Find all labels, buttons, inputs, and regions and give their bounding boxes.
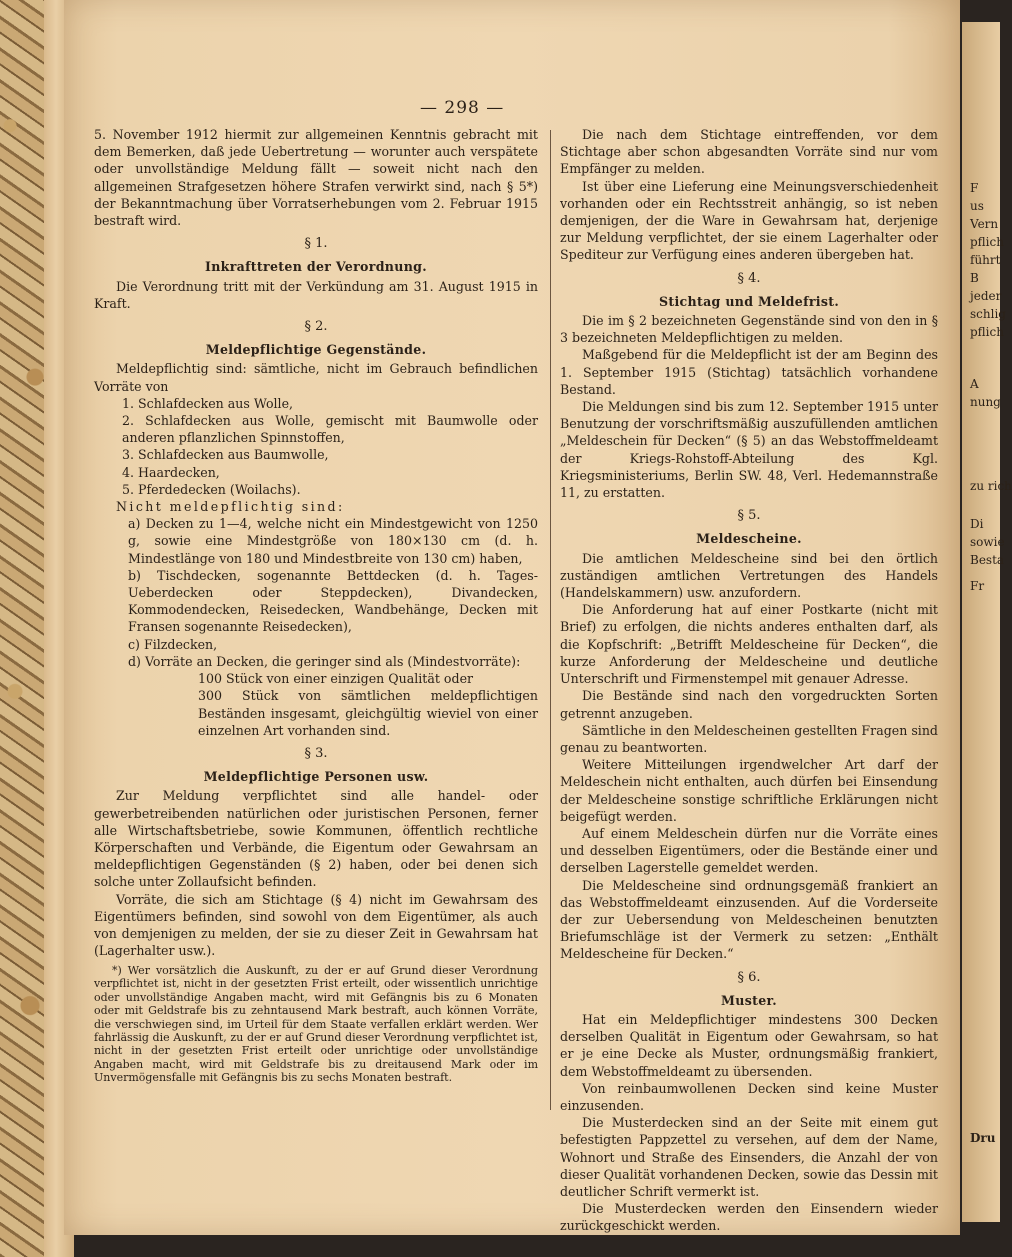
next-page-fragment: A — [970, 377, 979, 391]
list-item: 4. Haardecken, — [122, 464, 220, 480]
next-page-fragment: pflich — [970, 325, 1004, 339]
paragraph: Die Musterdecken sind an der Seite mit einem gut befestigten Pappzettel zu versehen, auf dem der Name, Wohnort und Straße des Einsenders, die Anzahl der von dieser Qualität vorhandenen Decken, sowie das Dessin mit deutlicher Schrift vermerkt ist. — [560, 1115, 938, 1199]
section-3-number: § 3. — [304, 745, 328, 761]
paragraph: Die im § 2 bezeichneten Gegenstände sind von den in § 3 bezeichneten Meldepflichtigen zu melden. — [560, 313, 938, 346]
next-page-fragment: B — [970, 271, 979, 285]
paragraph: Die Musterdecken werden den Einsendern wieder zurückgeschickt werden. — [560, 1201, 938, 1234]
section-1-number: § 1. — [304, 236, 328, 252]
next-page-fragment: sowie — [970, 535, 1005, 549]
section-4-title: Stichtag und Meldefrist. — [658, 293, 840, 309]
footnote-text: *) Wer vorsätzlich die Auskunft, zu der er auf Grund dieser Verordnung verpflichtet ist, nicht in der gesetzten Frist erteilt, oder wissentlich unrichtige oder unvollständige Angaben macht, wird mit Gefängnis bis zu 6 Monaten oder mit Geldstrafe bis zu zehntausend Mark bestraft, auch können Vorräte, die verschwiegen sind, im Urteil für dem Staate verfallen erklärt werden. Wer fahrlässig die Auskunft, zu der er auf Grund dieser Verordnung verpflichtet ist, nicht in der gesetzten Frist erteilt oder unrichtige oder unvollständige Angaben macht, wird mit Geldstrafe bis zu dreitausend Mark oder im Unvermögensfalle mit Gefängnis bis zu sechs Monaten bestraft. — [94, 964, 538, 1085]
paragraph: Die Bestände sind nach den vorgedruckten Sorten getrennt anzugeben. — [560, 688, 938, 721]
section-5-title: Meldescheine. — [696, 531, 802, 547]
paragraph: Auf einem Meldeschein dürfen nur die Vorräte eines und desselben Eigentümers, oder die Bestände einer und derselben Lagerstelle gemeldet werden. — [560, 825, 938, 876]
next-page-fragment: führt — [970, 253, 1001, 267]
next-page-fragment: schlig — [970, 307, 1006, 321]
book-cover-marbled — [0, 0, 50, 1257]
section-6-title: Muster. — [721, 992, 777, 1008]
paragraph: Maßgebend für die Meldepflicht ist der am Beginn des 1. September 1915 (Stichtag) tatsächlich vorhandene Bestand. — [560, 347, 938, 397]
paragraph: Hat ein Meldepflichtiger mindestens 300 Decken derselben Qualität in Eigentum oder Gewahrsam, so hat er je eine Decke als Muster, ordnungsmäßig frankiert, dem Webstoffmeldeamt zu übersenden. — [560, 1011, 938, 1079]
list-item: a) Decken zu 1—4, welche nicht ein Mindestgewicht von 1250 g, sowie eine Mindestgröße von 180×130 cm (d. h. Mindestlänge von 180 und Mindestbreite von 130 cm) haben, — [128, 516, 538, 566]
section-2-intro: Meldepflichtig sind: sämtliche, nicht im Gebrauch befindlichen Vorräte von — [94, 361, 538, 394]
next-page-fragment: F — [970, 181, 979, 195]
list-item: 5. Pferdedecken (Woilachs). — [122, 481, 301, 497]
list-item: 300 Stück von sämtlichen meldepflichtigen Beständen insgesamt, gleichgültig wieviel von einer einzelnen Art vorhanden sind. — [198, 688, 538, 738]
right-column — [560, 126, 938, 1235]
paragraph: Die Meldungen sind bis zum 12. September 1915 unter Benutzung der vorschriftsmäßig auszufüllenden amtlichen „Meldeschein für Decken“ (§ 5) an das Webstoffmeldeamt der Kriegs-Rohstoff-Abteilung des Kgl. Kriegsministeriums, Berlin SW. 48, Verl. Hedemannstraße 11, zu erstatten. — [560, 399, 938, 501]
next-page-fragment: zu rich — [970, 479, 1012, 493]
list-item: 3. Schlafdecken aus Baumwolle, — [122, 447, 329, 463]
next-page-fragment: Besta — [970, 553, 1005, 567]
list-item: 2. Schlafdecken aus Wolle, gemischt mit Baumwolle oder anderen pflanzlichen Spinnstoffen, — [122, 413, 538, 446]
section-1-text: Die Verordnung tritt mit der Verkündung am 31. August 1915 in Kraft. — [94, 278, 538, 311]
section-3-title: Meldepflichtige Personen usw. — [203, 769, 429, 785]
next-page-fragment: Vern — [970, 217, 999, 231]
list-item: d) Vorräte an Decken, die geringer sind als (Mindestvorräte): — [128, 653, 521, 669]
next-page-fragment: jeder — [970, 289, 1002, 303]
paragraph: Weitere Mitteilungen irgendwelcher Art darf der Meldeschein nicht enthalten, auch dürfen bei Einsendung der Meldescheine sonstige schriftliche Erklärungen nicht beigefügt werden. — [560, 757, 938, 824]
intro-paragraph: 5. November 1912 hiermit zur allgemeinen Kenntnis gebracht mit dem Bemerken, daß jede Uebertretung — worunter auch verspätete oder unvollständige Meldung fällt — soweit nicht nach den allgemeinen Strafgesetzen höhere Strafen verwirkt sind, nach § 5*) der Bekanntmachung über Vorratserhebungen vom 2. Februar 1915 bestraft wird. — [94, 127, 538, 229]
list-item: 1. Schlafdecken aus Wolle, — [122, 395, 294, 411]
section-5-number: § 5. — [737, 508, 761, 524]
next-page-fragment: us — [970, 199, 984, 213]
list-item: 100 Stück von einer einzigen Qualität oder — [198, 671, 474, 687]
section-4-number: § 4. — [737, 270, 761, 286]
section-2-title: Meldepflichtige Gegenstände. — [205, 342, 427, 358]
section-6-number: § 6. — [737, 969, 761, 985]
next-page-fragment: Fr — [970, 579, 985, 593]
paragraph: Die amtlichen Meldescheine sind bei den örtlich zuständigen amtlichen Vertretungen des Handels (Handelskammern) usw. anzufordern. — [560, 550, 938, 601]
not-meldepflichtig-label: Nicht meldepflichtig sind: — [116, 499, 345, 515]
next-page-fragment: Di — [970, 517, 984, 531]
section-3-paragraph: Vorräte, die sich am Stichtage (§ 4) nicht im Gewahrsam des Eigentümers befinden, sind sowohl von dem Eigentümer, als auch von demjenigen zu melden, der sie zu dieser Zeit in Gewahrsam hat (Lagerhalter usw.). — [94, 891, 538, 959]
next-page-fragment: pflich — [970, 235, 1004, 249]
footnote — [94, 964, 538, 1085]
section-1-title: Inkrafttreten der Verordnung. — [205, 259, 427, 275]
left-column — [94, 126, 538, 959]
page-number: — 298 — — [420, 98, 505, 118]
paragraph: Die nach dem Stichtage eintreffenden, vor dem Stichtage aber schon abgesandten Vorräte sind nur vom Empfänger zu melden. — [560, 127, 938, 177]
next-page-edge — [962, 22, 1012, 1222]
paragraph: Von reinbaumwollenen Decken sind keine Muster einzusenden. — [560, 1080, 938, 1113]
section-2-number: § 2. — [304, 319, 328, 335]
list-item: b) Tischdecken, sogenannte Bettdecken (d. h. Tages-Ueberdecken oder Steppdecken), Divandecken, Kommodendecken, Reisedecken, Wandbehänge, Decken mit Fransen sogenannte Reisedecken), — [128, 567, 538, 635]
paragraph: Sämtliche in den Meldescheinen gestellten Fragen sind genau zu beantworten. — [560, 722, 938, 755]
next-page-fragment: nung — [970, 395, 1001, 409]
paragraph: Die Anforderung hat auf einer Postkarte (nicht mit Brief) zu erfolgen, die nichts anderes enthalten darf, als die Kopfschrift: „Betrifft Meldescheine für Decken“, die kurze Anforderung der Meldescheine und deutliche Unterschrift und Firmenstempel mit genauer Adresse. — [560, 602, 938, 687]
paragraph: Ist über eine Lieferung eine Meinungsverschiedenheit vorhanden oder ein Rechtsstreit anhängig, so ist neben demjenigen, der die Ware in Gewahrsam hat, derjenige zur Meldung verpflichtet, der sie einem Lagerhalter oder Spediteur zur Verfügung eines anderen übergeben hat. — [560, 178, 938, 263]
next-page-fragment: Dru — [970, 1131, 996, 1145]
list-item: c) Filzdecken, — [128, 636, 218, 652]
section-3-paragraph: Zur Meldung verpflichtet sind alle handel- oder gewerbetreibenden natürlichen oder juristischen Personen, ferner alle Wirtschaftsbetriebe, sowie Kommunen, öffentlich rechtliche Körperschaften und Verbände, die Eigentum oder Gewahrsam an meldepflichtigen Gegenständen (§ 2) haben, oder bei denen sich solche unter Zollaufsicht befinden. — [94, 788, 538, 890]
paragraph: Die Meldescheine sind ordnungsgemäß frankiert an das Webstoffmeldeamt einzusenden. Auf die Vorderseite der zur Uebersendung von Meldescheinen benutzten Briefumschläge ist der Vermerk zu setzen: „Enthält Meldescheine für Decken.“ — [560, 877, 938, 962]
column-divider — [550, 130, 551, 1110]
